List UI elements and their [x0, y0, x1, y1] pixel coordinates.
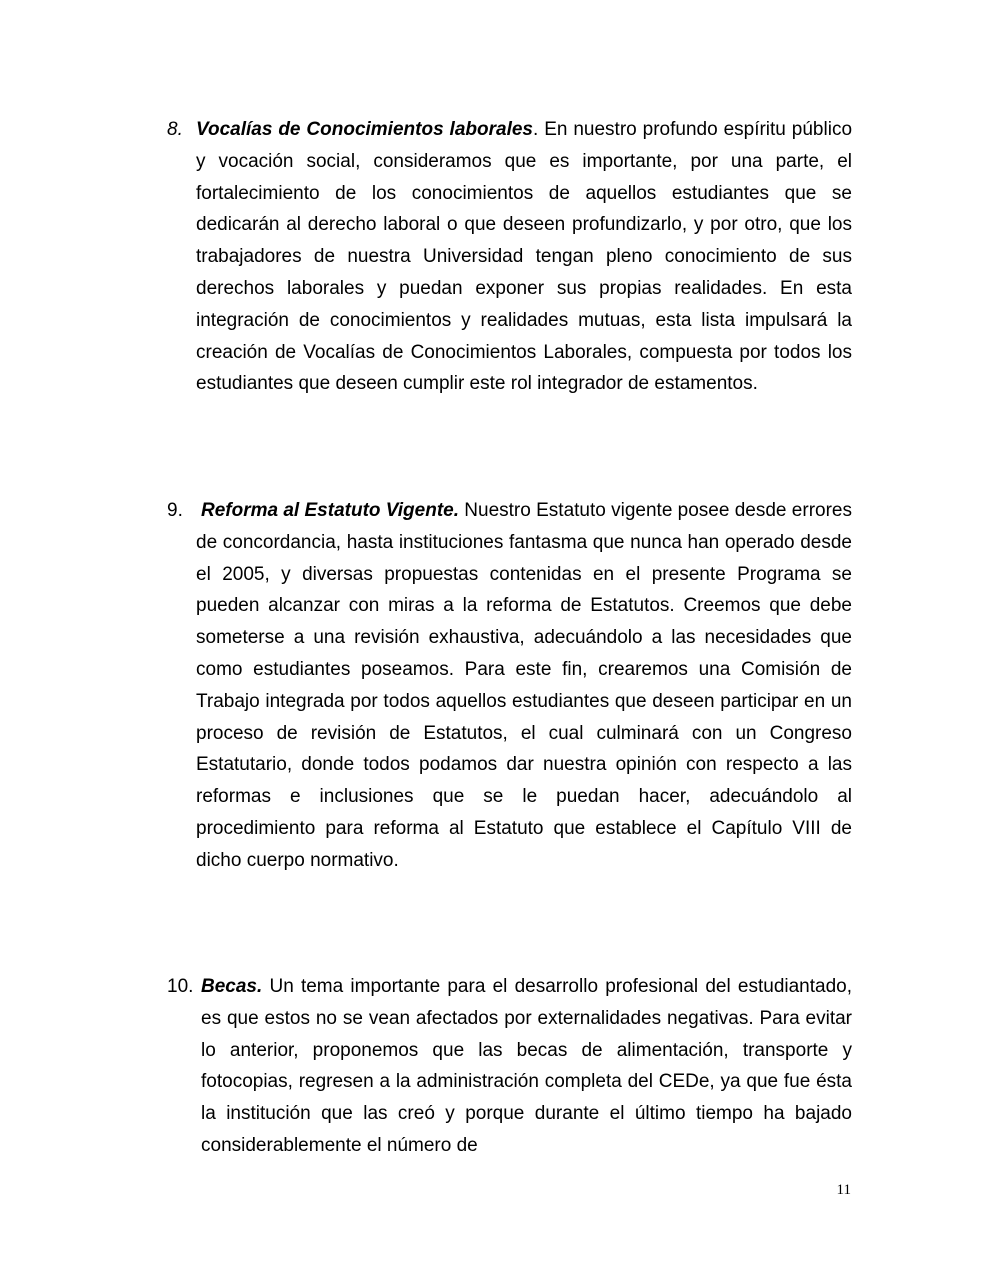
list-item-8	[167, 114, 852, 400]
item-body-text: En nuestro profundo espíritu público y vocación social, consideramos que es importante, por una parte, el fortalecimiento de los conocimientos de aquellos estudiantes que se dedicarán al derecho laboral o que deseen profundizarlo, y por otro, que los trabajadores de nuestra Universidad tengan pleno conocimiento de sus derechos laborales y puedan exponer sus propias realidades. En esta integración de conocimientos y realidades mutuas, esta lista impulsará la creación de Vocalías de Conocimientos Laborales, compuesta por todos los estudiantes que deseen cumplir este rol integrador de estamentos.	[196, 119, 853, 395]
list-number: 9.	[167, 500, 183, 521]
item-title: Becas.	[201, 976, 263, 997]
page-number: 11	[836, 1182, 851, 1198]
item-body-text: Un tema importante para el desarrollo profesional del estudiantado, es que estos no se vean afectados por externalidades negativas. Para evitar lo anterior, proponemos que las becas de alimentación, transporte y fotocopias, regresen a la administración completa del CEDe, ya que fue ésta la institución que las creó y porque durante el último tiempo ha bajado considerablemente el número de	[201, 976, 852, 1156]
item-title: Vocalías de Conocimientos laborales	[196, 119, 533, 140]
list-number: 10.	[167, 976, 194, 997]
item-title: Reforma al Estatuto Vigente.	[201, 500, 459, 521]
item-title-suffix: .	[533, 119, 539, 140]
list-paragraph	[196, 114, 852, 400]
list-item-9	[167, 495, 852, 877]
list-paragraph	[196, 495, 852, 877]
list-paragraph	[201, 971, 852, 1162]
item-body-text: Nuestro Estatuto vigente posee desde errores de concordancia, hasta instituciones fantasma que nunca han operado desde el 2005, y diversas propuestas contenidas en el presente Programa se pueden alcanzar con miras a la reforma de Estatutos. Creemos que debe someterse a una revisión exhaustiva, adecuándolo a las necesidades que como estudiantes poseamos. Para este fin, crearemos una Comisión de Trabajo integrada por todos aquellos estudiantes que deseen participar en un proceso de revisión de Estatutos, el cual culminará con un Congreso Estatutario, donde todos podamos dar nuestra opinión con respecto a las reformas e inclusiones que se le puedan hacer, adecuándolo al procedimiento para reforma al Estatuto que establece el Capítulo VIII de dicho cuerpo normativo.	[196, 500, 852, 871]
list-item-10	[167, 971, 852, 1162]
list-number: 8.	[167, 119, 183, 140]
